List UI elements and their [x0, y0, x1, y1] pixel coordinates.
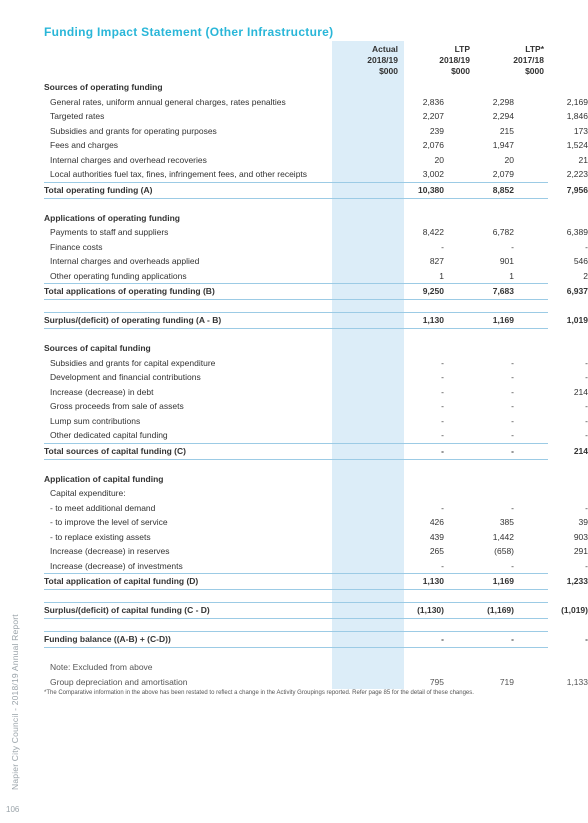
cell-value: -	[585, 401, 588, 411]
cell-value: 426	[429, 517, 444, 527]
spacer-row	[44, 298, 548, 313]
spacer-row	[44, 617, 548, 632]
spacer-row	[44, 457, 548, 472]
table-row	[44, 675, 588, 690]
row-label: Local authorities fuel tax, fines, infringement fees, and other receipts	[50, 169, 308, 179]
table-row	[44, 660, 548, 675]
row-label: Application of capital funding	[44, 473, 164, 484]
table-row	[44, 428, 588, 443]
row-label: Finance costs	[50, 241, 103, 252]
cell-value: -	[511, 560, 514, 571]
row-label: Gross proceeds from sale of assets	[50, 401, 184, 411]
footnote: *The Comparative information in the above has been restated to reflect a change in the Activity Groupings reported. Refer page 85 for the detail of these changes.	[44, 690, 474, 696]
column-header-line: Actual	[372, 44, 398, 54]
row-label: Development and financial contributions	[50, 372, 201, 382]
row-label: Total applications of operating funding (B)	[44, 286, 215, 296]
page-number: 106	[6, 805, 20, 814]
cell-value: 2,294	[492, 111, 514, 121]
column-header-line: 2018/19	[439, 55, 470, 65]
row-label: Sources of capital funding	[44, 343, 151, 353]
row-label: - to meet additional demand	[50, 502, 156, 513]
column-header-line: $000	[451, 66, 470, 76]
cell-value: -	[511, 445, 514, 456]
table-row	[44, 341, 548, 356]
cell-value: 1,169	[492, 576, 514, 586]
table-row	[44, 501, 588, 516]
table-row	[44, 138, 588, 153]
cell-value: 20	[504, 154, 514, 165]
cell-value: 8,422	[422, 227, 444, 237]
cell-value: 1	[509, 270, 514, 281]
cell-value: -	[511, 401, 514, 411]
column-header-line: $000	[525, 66, 544, 76]
cell-value: -	[585, 357, 588, 368]
table-row	[44, 544, 588, 559]
table-row	[44, 515, 588, 530]
cell-value: 6,389	[566, 227, 588, 237]
cell-value: 1,019	[566, 315, 588, 325]
cell-value: 6,782	[492, 227, 514, 237]
row-label: Surplus/(deficit) of operating funding (A - B)	[44, 315, 222, 325]
table-row	[44, 153, 588, 168]
table-row	[44, 211, 548, 226]
cell-value: 719	[499, 676, 514, 687]
cell-value: 21	[578, 154, 588, 165]
row-label: Applications of operating funding	[44, 212, 180, 223]
cell-value: 546	[573, 256, 588, 266]
cell-value: 901	[499, 256, 514, 266]
cell-value: -	[585, 372, 588, 382]
row-label: General rates, uniform annual general charges, rates penalties	[50, 96, 286, 107]
column-header-line: LTP*	[525, 44, 544, 54]
spacer-row	[44, 588, 548, 603]
row-label: Total sources of capital funding (C)	[44, 445, 186, 456]
cell-value: 239	[429, 125, 444, 136]
table-row	[44, 225, 588, 240]
table-row	[44, 356, 588, 371]
sidebar-report-title: Napier City Council - 2018/19 Annual Report	[10, 614, 20, 790]
cell-value: -	[441, 430, 444, 440]
column-header-ltp-2018	[424, 44, 470, 77]
row-label: Internal charges and overhead recoveries	[50, 154, 207, 165]
table-row	[44, 370, 588, 385]
row-label: Other operating funding applications	[50, 270, 187, 281]
cell-value: -	[511, 241, 514, 252]
cell-value: -	[585, 502, 588, 513]
column-header-line: 2018/19	[367, 55, 398, 65]
row-label: Capital expenditure:	[50, 488, 126, 498]
row-label: Internal charges and overheads applied	[50, 256, 200, 266]
spacer-row	[44, 196, 548, 211]
table-row	[44, 530, 588, 545]
cell-value: 1,133	[566, 676, 588, 687]
cell-value: 173	[573, 125, 588, 136]
cell-value: 2,169	[566, 96, 588, 107]
cell-value: 20	[434, 154, 444, 165]
cell-value: 1,947	[492, 140, 514, 150]
report-sidebar	[2, 600, 18, 790]
cell-value: 439	[429, 531, 444, 542]
cell-value: 903	[573, 531, 588, 542]
table-row	[44, 269, 588, 284]
cell-value: -	[585, 634, 588, 644]
cell-value: 10,380	[418, 184, 444, 195]
table-row	[44, 124, 588, 139]
table-row	[44, 80, 548, 95]
cell-value: 385	[499, 517, 514, 527]
cell-value: -	[441, 502, 444, 513]
cell-value: -	[441, 634, 444, 644]
table-row	[44, 254, 588, 269]
cell-value: 1,130	[422, 576, 444, 586]
cell-value: 1,130	[422, 315, 444, 325]
row-label: Note: Excluded from above	[50, 662, 153, 672]
cell-value: 39	[578, 517, 588, 527]
cell-value: -	[511, 372, 514, 382]
cell-value: -	[511, 634, 514, 644]
cell-value: 214	[573, 445, 588, 456]
row-label: Sources of operating funding	[44, 82, 163, 92]
row-label: Fees and charges	[50, 140, 119, 150]
row-label: Group depreciation and amortisation	[50, 676, 188, 687]
cell-value: 2,079	[492, 169, 514, 179]
cell-value: 1,524	[566, 140, 588, 150]
cell-value: 2,298	[492, 96, 514, 107]
column-header-line: 2017/18	[513, 55, 544, 65]
cell-value: 214	[573, 386, 588, 397]
cell-value: 3,002	[422, 169, 444, 179]
row-label: Lump sum contributions	[50, 415, 141, 426]
cell-value: -	[511, 502, 514, 513]
cell-value: -	[585, 430, 588, 440]
row-label: Surplus/(deficit) of capital funding (C - D)	[44, 605, 210, 615]
row-label: Funding balance ((A-B) + (C-D))	[44, 634, 171, 644]
cell-value: 6,937	[566, 286, 588, 296]
cell-value: -	[585, 415, 588, 426]
cell-value: 1,233	[566, 576, 588, 586]
cell-value: -	[511, 357, 514, 368]
row-label: Increase (decrease) in debt	[50, 386, 154, 397]
cell-value: 9,250	[422, 286, 444, 296]
cell-value: 265	[429, 546, 444, 556]
cell-value: 2,223	[566, 169, 588, 179]
row-label: - to replace existing assets	[50, 531, 151, 542]
cell-value: -	[585, 241, 588, 252]
cell-value: (1,019)	[561, 605, 588, 615]
cell-value: 7,956	[566, 184, 588, 195]
cell-value: -	[441, 372, 444, 382]
row-label: Payments to staff and suppliers	[50, 227, 169, 237]
spacer-row	[44, 327, 548, 342]
row-label: Subsidies and grants for operating purposes	[50, 125, 217, 136]
cell-value: 2,076	[422, 140, 444, 150]
cell-value: 291	[573, 546, 588, 556]
row-label: Increase (decrease) of investments	[50, 560, 183, 571]
row-label: Increase (decrease) in reserves	[50, 546, 170, 556]
table-row	[44, 167, 588, 182]
cell-value: -	[585, 560, 588, 571]
column-header-line: LTP	[454, 44, 470, 54]
table-row	[44, 414, 588, 429]
table-row	[44, 95, 588, 110]
cell-value: 1,846	[566, 111, 588, 121]
row-label: - to improve the level of service	[50, 517, 168, 527]
cell-value: 1	[439, 270, 444, 281]
cell-value: 8,852	[492, 184, 514, 195]
table-row	[44, 109, 588, 124]
cell-value: -	[511, 415, 514, 426]
cell-value: (1,130)	[417, 605, 444, 615]
column-header-line: $000	[379, 66, 398, 76]
row-label: Other dedicated capital funding	[50, 430, 168, 440]
cell-value: -	[441, 560, 444, 571]
cell-value: -	[511, 430, 514, 440]
row-label: Total operating funding (A)	[44, 184, 153, 195]
cell-value: 7,683	[492, 286, 514, 296]
cell-value: (1,169)	[487, 605, 514, 615]
spacer-row	[44, 646, 548, 661]
cell-value: 2,207	[422, 111, 444, 121]
cell-value: -	[441, 241, 444, 252]
cell-value: -	[441, 445, 444, 456]
cell-value: 795	[429, 676, 444, 687]
cell-value: -	[441, 386, 444, 397]
cell-value: 1,169	[492, 315, 514, 325]
column-header-ltp-2017	[498, 44, 544, 77]
cell-value: (658)	[494, 546, 514, 556]
row-label: Total application of capital funding (D)	[44, 576, 199, 586]
cell-value: -	[511, 386, 514, 397]
cell-value: 827	[429, 256, 444, 266]
table-row	[44, 385, 588, 400]
cell-value: 2	[583, 270, 588, 281]
table-row	[44, 559, 588, 574]
table-row	[44, 472, 548, 487]
cell-value: 1,442	[492, 531, 514, 542]
page-title: Funding Impact Statement (Other Infrastructure)	[44, 25, 334, 39]
cell-value: -	[441, 401, 444, 411]
table-row	[44, 486, 548, 501]
row-label: Targeted rates	[50, 111, 105, 121]
cell-value: -	[441, 415, 444, 426]
cell-value: -	[441, 357, 444, 368]
column-header-actual	[352, 44, 398, 77]
table-row	[44, 399, 588, 414]
cell-value: 2,836	[422, 96, 444, 107]
cell-value: 215	[499, 125, 514, 136]
table-row	[44, 240, 588, 255]
row-label: Subsidies and grants for capital expenditure	[50, 357, 216, 368]
